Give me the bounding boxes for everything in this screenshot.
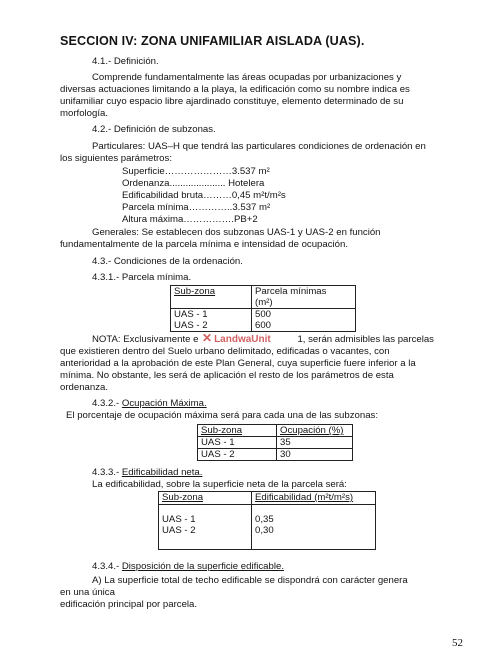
header-edificabilidad: Edificabilidad (m²t/m²s) bbox=[255, 492, 354, 503]
cell-value bbox=[252, 505, 376, 550]
paragraph-line: en una única bbox=[60, 587, 115, 598]
heading-name: Disposición de la superficie edificable. bbox=[121, 561, 284, 572]
nota-text: 1, serán admisibles las parcelas bbox=[297, 334, 434, 345]
heading-4-1: 4.1.- Definición. bbox=[92, 56, 159, 67]
heading-4-3: 4.3.- Condiciones de la ordenación. bbox=[92, 256, 243, 267]
table-row bbox=[198, 449, 353, 461]
paragraph-line: edificación principal por parcela. bbox=[60, 599, 198, 610]
heading-4-3-2 bbox=[92, 398, 207, 410]
paragraph-line: La edificabilidad, sobre la superficie neta de la parcela será: bbox=[92, 479, 347, 490]
heading-4-2: 4.2.- Definición de subzonas. bbox=[92, 124, 216, 135]
table-header bbox=[252, 492, 376, 505]
parameter-line: Edificabilidad bruta………0,45 m²t/m²s bbox=[122, 190, 286, 201]
header-subzona: Sub-zona bbox=[174, 286, 216, 297]
paragraph-line: A) La superficie total de techo edificable se dispondrá con carácter genera bbox=[92, 575, 408, 586]
table-row bbox=[171, 320, 356, 332]
header-unit: (m²) bbox=[255, 297, 273, 308]
table-edificabilidad bbox=[158, 491, 376, 550]
value-label: 0,30 bbox=[255, 525, 274, 536]
parameter-line: Altura máxima…………….PB+2 bbox=[122, 214, 258, 225]
value-label: 0,35 bbox=[255, 514, 274, 525]
watermark-text: LandwaUnit bbox=[214, 334, 271, 345]
parameter-line: Superficie…………………3.537 m² bbox=[122, 166, 270, 177]
watermark bbox=[202, 331, 271, 345]
table-row bbox=[171, 309, 356, 321]
table-row bbox=[198, 437, 353, 449]
cell-zone bbox=[159, 505, 252, 550]
heading-number: 4.3.2.- bbox=[92, 398, 120, 409]
table-row bbox=[159, 505, 376, 550]
zone-label: UAS - 2 bbox=[162, 525, 196, 536]
cell-value: 30 bbox=[277, 449, 353, 461]
cell-zone: UAS - 2 bbox=[198, 449, 277, 461]
page-number: 52 bbox=[452, 637, 463, 649]
heading-name: Edificabilidad neta. bbox=[121, 467, 203, 478]
nota-line: ordenanza. bbox=[60, 382, 109, 393]
table-header bbox=[252, 286, 356, 309]
paragraph-line: Particulares: UAS–H que tendrá las particulares condiciones de ordenación en bbox=[92, 141, 426, 152]
header-parcela: Parcela mínimas bbox=[255, 286, 327, 297]
heading-4-3-1: 4.3.1.- Parcela mínima. bbox=[92, 272, 192, 283]
heading-number: 4.3.4.- bbox=[92, 561, 120, 572]
table-parcela-minima bbox=[170, 285, 356, 332]
watermark-logo-icon: ✕ bbox=[202, 331, 213, 345]
heading-4-3-4 bbox=[92, 561, 284, 573]
paragraph-line: los siguientes parámetros: bbox=[60, 153, 172, 164]
cell-zone: UAS - 1 bbox=[198, 437, 277, 449]
paragraph-line: morfología. bbox=[60, 108, 108, 119]
header-ocupacion: Ocupación (%) bbox=[280, 425, 344, 436]
cell-value: 35 bbox=[277, 437, 353, 449]
table-header bbox=[159, 492, 252, 505]
header-subzona: Sub-zona bbox=[162, 492, 204, 503]
cell-value: 600 bbox=[252, 320, 356, 332]
paragraph-line: El porcentaje de ocupación máxima será para cada una de las subzonas: bbox=[66, 410, 378, 421]
paragraph-line: Comprende fundamentalmente las áreas ocupadas por urbanizaciones y bbox=[92, 72, 402, 83]
nota-text: NOTA: Exclusivamente e bbox=[92, 334, 199, 345]
paragraph-line: Generales: Se establecen dos subzonas UAS-1 y UAS-2 en función bbox=[92, 227, 381, 238]
heading-number: 4.3.3.- bbox=[92, 467, 120, 478]
parameter-line: Ordenanza..................... Hotelera bbox=[122, 178, 265, 189]
zone-label: UAS - 1 bbox=[162, 514, 196, 525]
nota-line: anterioridad a la aprobación de este Plan General, cuya superficie fuere inferior a la bbox=[60, 358, 416, 369]
cell-zone: UAS - 2 bbox=[171, 320, 252, 332]
parameter-line: Parcela mínima…………..3.537 m² bbox=[122, 202, 271, 213]
heading-4-3-3 bbox=[92, 467, 202, 479]
header-subzona: Sub-zona bbox=[201, 425, 243, 436]
table-header bbox=[198, 425, 277, 437]
cell-zone: UAS - 1 bbox=[171, 309, 252, 321]
section-title: SECCION IV: ZONA UNIFAMILIAR AISLADA (UAS). bbox=[60, 34, 365, 48]
cell-value: 500 bbox=[252, 309, 356, 321]
table-ocupacion bbox=[197, 424, 353, 461]
heading-name: Ocupación Máxima. bbox=[121, 398, 207, 409]
paragraph-line: diversas actuaciones limitando a la playa, la edificación como su nombre indica es bbox=[60, 84, 410, 95]
table-header bbox=[171, 286, 252, 309]
paragraph-line: unifamiliar cuyo espacio libre ajardinado constituye, elemento determinado de su bbox=[60, 96, 404, 107]
nota-line: que existieren dentro del Suelo urbano delimitado, edificadas o vacantes, con bbox=[60, 346, 390, 357]
nota-line: mínima. No obstante, les será de aplicación el resto de los parámetros de esta bbox=[60, 370, 394, 381]
table-header bbox=[277, 425, 353, 437]
paragraph-line: fundamentalmente de la parcela mínima e intensidad de ocupación. bbox=[60, 239, 348, 250]
